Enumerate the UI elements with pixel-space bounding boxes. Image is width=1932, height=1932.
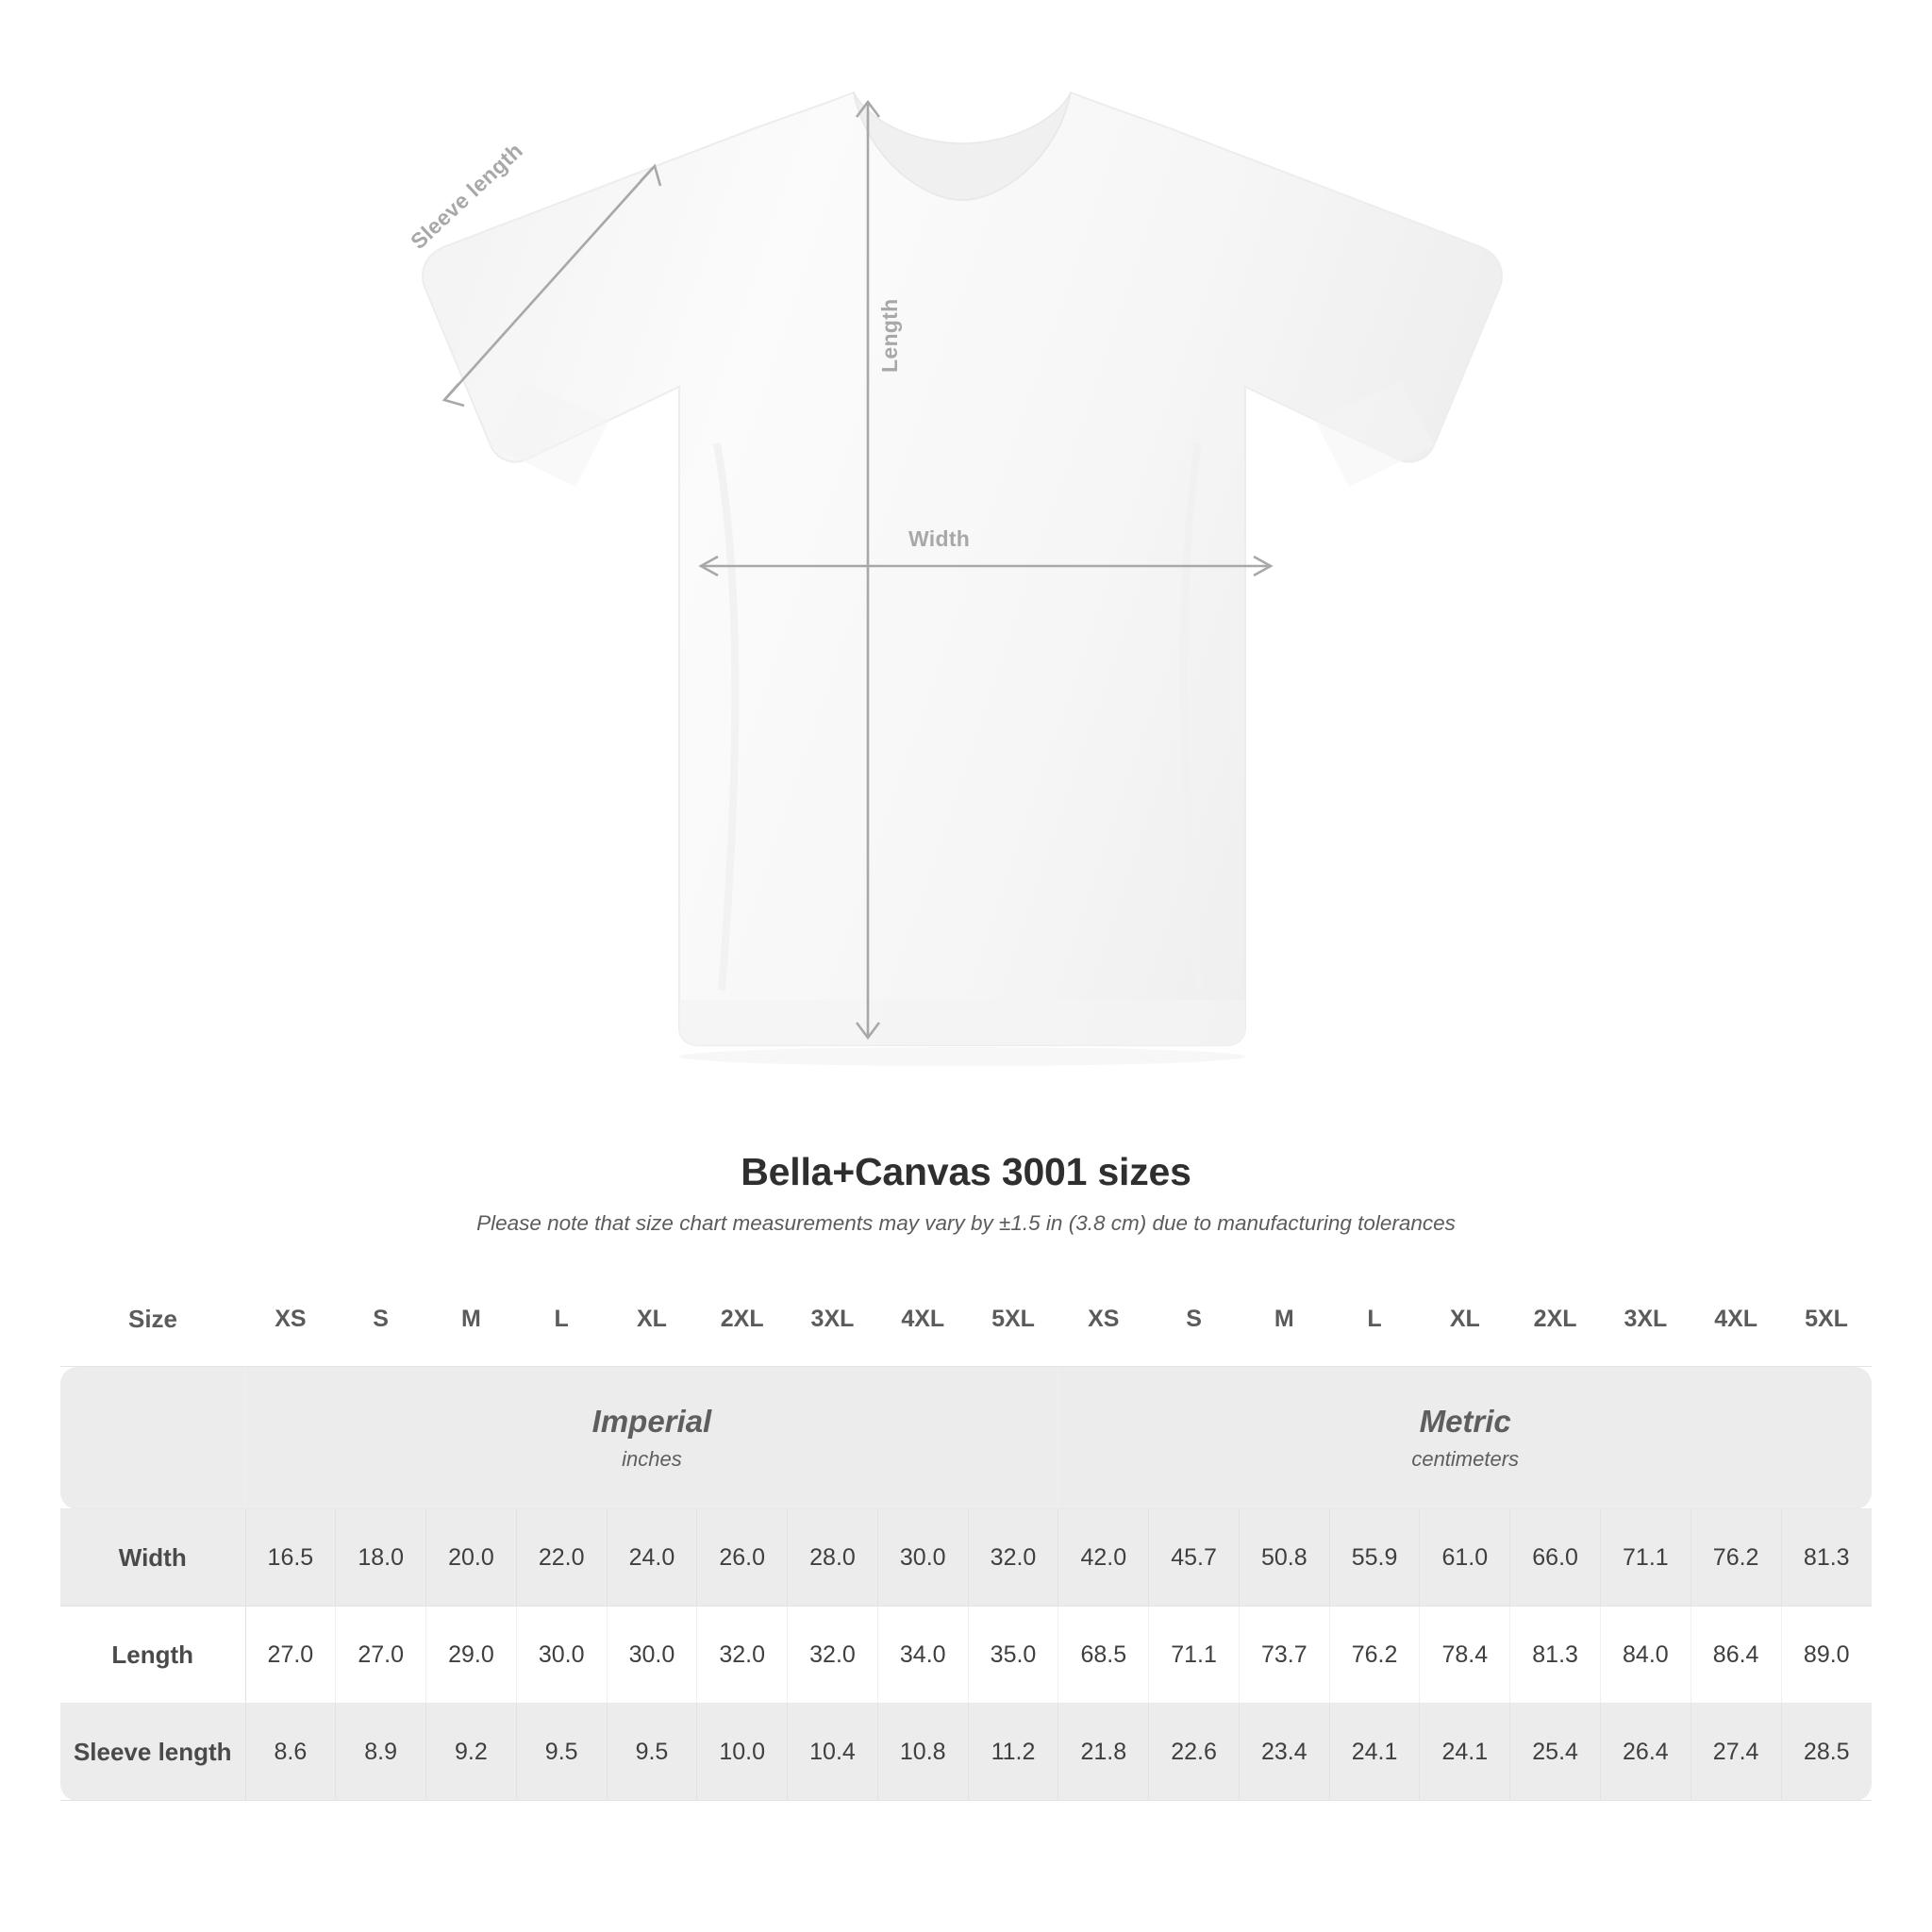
table-cell: 20.0 <box>426 1509 517 1607</box>
unit-header-row <box>60 1367 1872 1509</box>
table-cell: 71.1 <box>1600 1509 1690 1607</box>
size-header-cell: L <box>516 1272 607 1367</box>
size-header-cell: 2XL <box>1510 1272 1601 1367</box>
row-label-sleeve-length: Sleeve length <box>60 1704 245 1801</box>
unit-system-imperial: Imperial <box>591 1404 712 1439</box>
table-row <box>60 1607 1872 1704</box>
table-cell: 42.0 <box>1058 1509 1149 1607</box>
table-cell: 26.0 <box>697 1509 788 1607</box>
size-column-header: Size <box>60 1272 245 1367</box>
table-cell: 11.2 <box>968 1704 1058 1801</box>
unit-system-metric: Metric <box>1419 1404 1511 1439</box>
size-header-row <box>60 1272 1872 1367</box>
size-header-cell: L <box>1329 1272 1420 1367</box>
table-cell: 30.0 <box>516 1607 607 1704</box>
table-cell: 34.0 <box>877 1607 968 1704</box>
table-cell: 10.8 <box>877 1704 968 1801</box>
page-title: Bella+Canvas 3001 sizes <box>741 1150 1191 1193</box>
table-cell: 16.5 <box>245 1509 336 1607</box>
size-header-cell: 4XL <box>1690 1272 1781 1367</box>
table-cell: 26.4 <box>1600 1704 1690 1801</box>
table-cell: 8.6 <box>245 1704 336 1801</box>
row-label-length: Length <box>60 1607 245 1704</box>
table-cell: 61.0 <box>1420 1509 1510 1607</box>
table-cell: 30.0 <box>607 1607 697 1704</box>
table-cell: 66.0 <box>1510 1509 1601 1607</box>
size-header-cell: 3XL <box>1600 1272 1690 1367</box>
size-table-wrapper <box>60 1272 1872 1801</box>
table-cell: 9.2 <box>426 1704 517 1801</box>
size-header-cell: 3XL <box>788 1272 878 1367</box>
size-header-cell: 4XL <box>877 1272 968 1367</box>
size-header-cell: S <box>336 1272 426 1367</box>
size-header-cell: XL <box>1420 1272 1510 1367</box>
table-cell: 30.0 <box>877 1509 968 1607</box>
table-cell: 22.0 <box>516 1509 607 1607</box>
tshirt-shape <box>423 92 1502 1045</box>
table-cell: 76.2 <box>1329 1607 1420 1704</box>
size-header-cell: M <box>1239 1272 1329 1367</box>
table-cell: 10.0 <box>697 1704 788 1801</box>
unit-unit-metric: centimeters <box>1411 1447 1520 1471</box>
table-cell: 18.0 <box>336 1509 426 1607</box>
table-cell: 68.5 <box>1058 1607 1149 1704</box>
table-cell: 32.0 <box>788 1607 878 1704</box>
size-header-cell: XS <box>1058 1272 1149 1367</box>
size-table-body <box>60 1509 1872 1801</box>
table-cell: 24.0 <box>607 1509 697 1607</box>
unit-header-spacer <box>60 1367 245 1509</box>
title-block <box>0 1150 1932 1236</box>
table-cell: 81.3 <box>1781 1509 1872 1607</box>
table-cell: 21.8 <box>1058 1704 1149 1801</box>
table-cell: 32.0 <box>697 1607 788 1704</box>
size-header-cell: 5XL <box>1781 1272 1872 1367</box>
unit-group-metric <box>1058 1367 1872 1509</box>
table-cell: 28.0 <box>788 1509 878 1607</box>
table-cell: 29.0 <box>426 1607 517 1704</box>
table-cell: 24.1 <box>1420 1704 1510 1801</box>
table-cell: 50.8 <box>1239 1509 1329 1607</box>
size-header-cell: 5XL <box>968 1272 1058 1367</box>
table-cell: 23.4 <box>1239 1704 1329 1801</box>
table-cell: 89.0 <box>1781 1607 1872 1704</box>
table-cell: 78.4 <box>1420 1607 1510 1704</box>
table-cell: 35.0 <box>968 1607 1058 1704</box>
table-cell: 9.5 <box>607 1704 697 1801</box>
table-cell: 55.9 <box>1329 1509 1420 1607</box>
table-row <box>60 1704 1872 1801</box>
table-cell: 71.1 <box>1149 1607 1240 1704</box>
table-cell: 45.7 <box>1149 1509 1240 1607</box>
table-cell: 32.0 <box>968 1509 1058 1607</box>
tolerance-note: Please note that size chart measurements may vary by ±1.5 in (3.8 cm) due to manufacturing tolerances <box>476 1211 1456 1235</box>
row-label-width: Width <box>60 1509 245 1607</box>
size-header-cell: M <box>426 1272 517 1367</box>
table-cell: 8.9 <box>336 1704 426 1801</box>
size-header-cell: XL <box>607 1272 697 1367</box>
size-header-cell: XS <box>245 1272 336 1367</box>
length-label: Length <box>877 298 902 373</box>
size-table <box>60 1272 1872 1801</box>
size-header-cell: 2XL <box>697 1272 788 1367</box>
table-cell: 81.3 <box>1510 1607 1601 1704</box>
unit-unit-imperial: inches <box>622 1447 682 1471</box>
table-cell: 22.6 <box>1149 1704 1240 1801</box>
table-cell: 76.2 <box>1690 1509 1781 1607</box>
table-cell: 27.0 <box>245 1607 336 1704</box>
unit-group-imperial <box>245 1367 1058 1509</box>
table-cell: 28.5 <box>1781 1704 1872 1801</box>
table-cell: 27.0 <box>336 1607 426 1704</box>
table-cell: 27.4 <box>1690 1704 1781 1801</box>
width-label: Width <box>908 526 971 551</box>
table-cell: 73.7 <box>1239 1607 1329 1704</box>
table-cell: 24.1 <box>1329 1704 1420 1801</box>
table-row <box>60 1509 1872 1607</box>
table-cell: 25.4 <box>1510 1704 1601 1801</box>
table-cell: 9.5 <box>516 1704 607 1801</box>
size-header-cell: S <box>1149 1272 1240 1367</box>
sleeve-length-label: Sleeve length <box>406 138 528 255</box>
table-cell: 86.4 <box>1690 1607 1781 1704</box>
table-cell: 84.0 <box>1600 1607 1690 1704</box>
table-cell: 10.4 <box>788 1704 878 1801</box>
